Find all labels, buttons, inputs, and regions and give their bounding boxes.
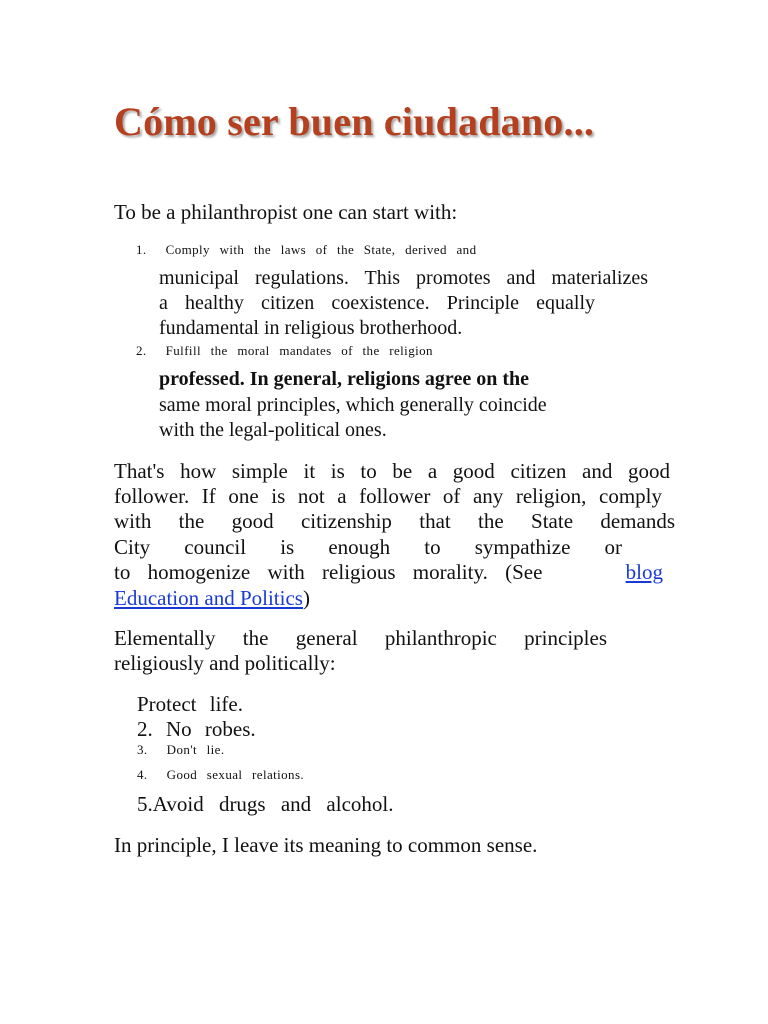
list-item-2-bold-line: professed. In general, religions agree on the (159, 368, 529, 390)
principle-5: 5.Avoid drugs and alcohol. (137, 792, 394, 816)
paragraph-1-link-line (114, 586, 310, 611)
principle-3 (137, 742, 225, 758)
blog-link[interactable]: blog (625, 560, 663, 584)
paragraph-2-line: religiously and politically: (114, 651, 336, 675)
closing-text: In principle, I leave its meaning to common sense. (114, 833, 538, 857)
education-politics-link[interactable]: Education and Politics (114, 586, 303, 610)
paragraph-1-line: follower. If one is not a follower of any religion, comply (114, 484, 662, 508)
list-item-2-line: same moral principles, which generally coincide (159, 394, 547, 416)
list-item-1-line: municipal regulations. This promotes and materializes (159, 267, 648, 289)
principle-3-text: Don't lie. (166, 742, 225, 757)
paragraph-1-line: with the good citizenship that the State demands (114, 509, 675, 533)
list-item-1-line: fundamental in religious brotherhood. (159, 317, 463, 339)
list-item-2-lead-text: Fulfill the moral mandates of the religion (165, 343, 433, 358)
paragraph-1-line: That's how simple it is to be a good citizen and good (114, 459, 670, 483)
list-item-2-line: with the legal-political ones. (159, 419, 387, 441)
principle-4-number: 4. (137, 767, 148, 782)
list-item-2-first-line (136, 343, 433, 359)
principle-4-text: Good sexual relations. (166, 767, 305, 782)
list-item-1-line: a healthy citizen coexistence. Principle equally (159, 292, 595, 314)
list-item-2-number: 2. (136, 343, 147, 358)
paragraph-1-line-prefix: to homogenize with religious morality. (See (114, 560, 543, 584)
list-item-1-lead-text: Comply with the laws of the State, derived and (165, 242, 477, 257)
paragraph-1-last-line (114, 560, 663, 585)
principle-2-text: No robes. (166, 717, 256, 741)
principle-4 (137, 767, 304, 783)
paragraph-1-line: City council is enough to sympathize or (114, 535, 622, 559)
list-item-1-first-line (136, 242, 476, 258)
paragraph-2-line: Elementally the general philanthropic principles (114, 626, 607, 650)
principle-3-number: 3. (137, 742, 148, 757)
principle-2-number: 2. (137, 717, 153, 741)
paragraph-1-closing: ) (302, 586, 310, 610)
principle-1: Protect life. (137, 692, 243, 716)
page-title: Cómo ser buen ciudadano... (114, 99, 595, 144)
principle-2 (137, 717, 256, 742)
list-item-1-number: 1. (136, 242, 147, 257)
intro-text: To be a philanthropist one can start with: (114, 200, 458, 224)
